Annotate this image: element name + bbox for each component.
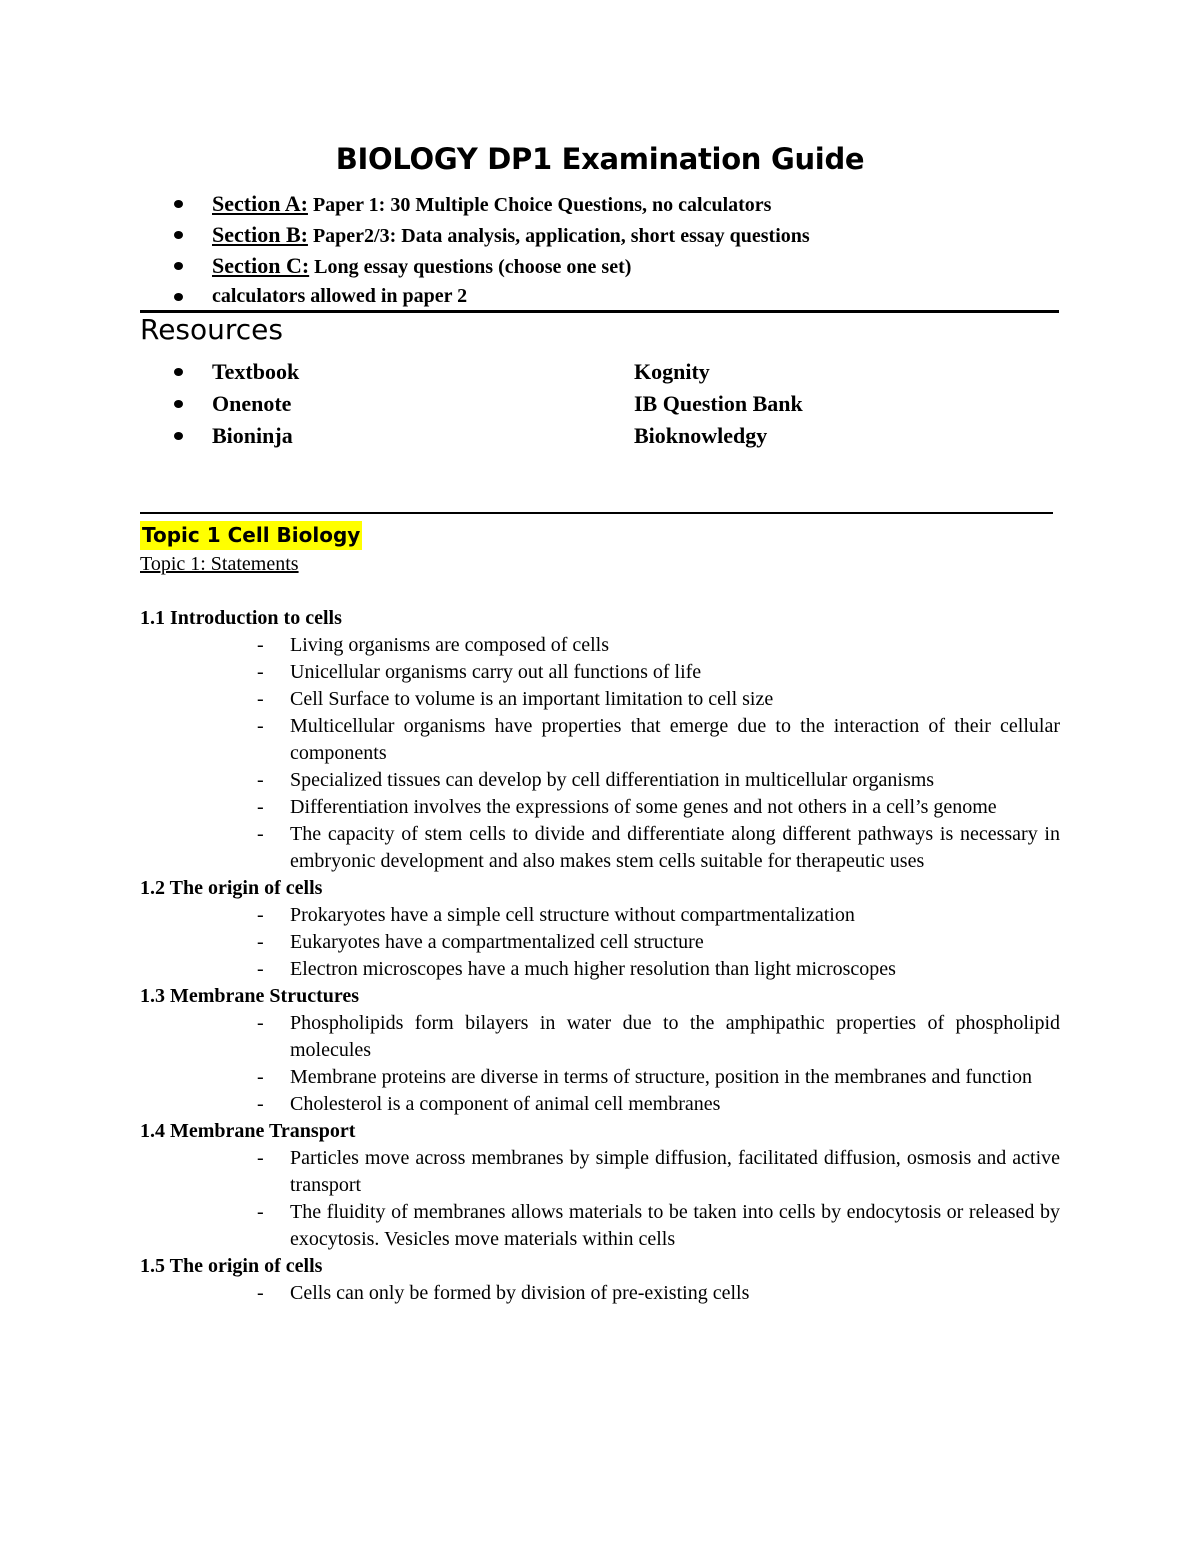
dash-bullet-icon: - bbox=[257, 1201, 264, 1223]
statement-item bbox=[140, 1280, 1060, 1307]
statement-text: Differentiation involves the expressions of some genes and not others in a cell’s genome bbox=[290, 796, 997, 818]
subtopic-title: 1.3 Membrane Structures bbox=[140, 985, 360, 1007]
statement-item bbox=[140, 659, 1060, 686]
resource-item: Onenote bbox=[212, 391, 292, 416]
section-item-calculators bbox=[172, 281, 1072, 312]
statement-item bbox=[140, 929, 1060, 956]
topic-divider bbox=[140, 512, 1053, 514]
statement-list bbox=[140, 902, 1060, 983]
statement-item bbox=[140, 632, 1060, 659]
statement-item bbox=[140, 902, 1060, 929]
bullet-icon bbox=[174, 432, 183, 440]
statement-list bbox=[140, 1145, 1060, 1253]
resource-item: Bioninja bbox=[212, 423, 293, 448]
resource-row bbox=[172, 388, 1072, 420]
resources-heading: Resources bbox=[140, 313, 283, 346]
statement-text: Phospholipids form bilayers in water due to the amphipathic properties of phospholipid molecules bbox=[290, 1012, 1060, 1061]
statement-text: Unicellular organisms carry out all functions of life bbox=[290, 661, 702, 683]
dash-bullet-icon: - bbox=[257, 823, 264, 845]
subtopic-title: 1.1 Introduction to cells bbox=[140, 607, 342, 629]
section-text: Paper 1: 30 Multiple Choice Questions, no calculators bbox=[312, 194, 772, 216]
dash-bullet-icon: - bbox=[257, 1282, 264, 1304]
section-text: calculators allowed in paper 2 bbox=[212, 285, 468, 307]
statement-list bbox=[140, 1280, 1060, 1307]
bullet-icon bbox=[174, 262, 183, 270]
resources-list bbox=[172, 356, 1072, 452]
subtopic-title: 1.2 The origin of cells bbox=[140, 877, 323, 899]
statement-item bbox=[140, 956, 1060, 983]
statement-item bbox=[140, 1091, 1060, 1118]
statement-text: Prokaryotes have a simple cell structure without compartmentalization bbox=[290, 904, 855, 926]
subtopic-list bbox=[140, 605, 1060, 1307]
resource-item: Bioknowledgy bbox=[634, 423, 768, 448]
statement-text: The capacity of stem cells to divide and differentiate along different pathways is necessary in embryonic development and also makes stem cells suitable for therapeutic uses bbox=[290, 823, 1060, 872]
dash-bullet-icon: - bbox=[257, 1012, 264, 1034]
bullet-icon bbox=[174, 368, 183, 376]
statement-item bbox=[140, 686, 1060, 713]
bullet-icon bbox=[174, 231, 183, 239]
resource-item: Textbook bbox=[212, 359, 300, 384]
statement-text: Specialized tissues can develop by cell differentiation in multicellular organisms bbox=[290, 769, 935, 791]
section-label: Section A: bbox=[212, 191, 308, 216]
statement-item bbox=[140, 821, 1060, 875]
resource-item: Kognity bbox=[634, 359, 710, 384]
section-label: Section B: bbox=[212, 222, 308, 247]
document-title: BIOLOGY DP1 Examination Guide bbox=[335, 142, 865, 176]
statement-item bbox=[140, 1064, 1060, 1091]
statement-item bbox=[140, 1199, 1060, 1253]
section-item-c bbox=[172, 250, 1072, 281]
dash-bullet-icon: - bbox=[257, 931, 264, 953]
statement-text: Cells can only be formed by division of pre-existing cells bbox=[290, 1282, 750, 1304]
dash-bullet-icon: - bbox=[257, 769, 264, 791]
dash-bullet-icon: - bbox=[257, 1147, 264, 1169]
dash-bullet-icon: - bbox=[257, 715, 264, 737]
topic-heading: Topic 1 Cell Biology bbox=[140, 521, 362, 550]
statement-text: Membrane proteins are diverse in terms of structure, position in the membranes and function bbox=[290, 1066, 1033, 1088]
dash-bullet-icon: - bbox=[257, 904, 264, 926]
statement-list bbox=[140, 1010, 1060, 1118]
section-label: Section C: bbox=[212, 253, 310, 278]
section-list bbox=[172, 188, 1072, 312]
resource-row bbox=[172, 420, 1072, 452]
dash-bullet-icon: - bbox=[257, 688, 264, 710]
statement-item bbox=[140, 794, 1060, 821]
statement-text: Living organisms are composed of cells bbox=[290, 634, 610, 656]
dash-bullet-icon: - bbox=[257, 634, 264, 656]
statement-text: Cell Surface to volume is an important limitation to cell size bbox=[290, 688, 774, 710]
topic-subheading: Topic 1: Statements bbox=[140, 553, 299, 575]
bullet-icon bbox=[174, 400, 183, 408]
subtopic-title: 1.5 The origin of cells bbox=[140, 1255, 323, 1277]
statement-item bbox=[140, 713, 1060, 767]
statement-text: Electron microscopes have a much higher resolution than light microscopes bbox=[290, 958, 896, 980]
dash-bullet-icon: - bbox=[257, 796, 264, 818]
statement-item bbox=[140, 1010, 1060, 1064]
dash-bullet-icon: - bbox=[257, 661, 264, 683]
statement-text: Multicellular organisms have properties that emerge due to the interaction of their cellular components bbox=[290, 715, 1060, 764]
subtopic-title: 1.4 Membrane Transport bbox=[140, 1120, 356, 1142]
statement-text: Particles move across membranes by simple diffusion, facilitated diffusion, osmosis and active transport bbox=[290, 1147, 1060, 1196]
dash-bullet-icon: - bbox=[257, 1066, 264, 1088]
section-item-a bbox=[172, 188, 1072, 219]
statement-item bbox=[140, 1145, 1060, 1199]
dash-bullet-icon: - bbox=[257, 958, 264, 980]
statement-item bbox=[140, 767, 1060, 794]
bullet-icon bbox=[174, 200, 183, 208]
section-text: Paper2/3: Data analysis, application, short essay questions bbox=[312, 225, 810, 247]
dash-bullet-icon: - bbox=[257, 1093, 264, 1115]
section-item-b bbox=[172, 219, 1072, 250]
bullet-icon bbox=[174, 293, 183, 301]
statement-text: The fluidity of membranes allows materials to be taken into cells by endocytosis or released by exocytosis. Vesicles move materials within cells bbox=[290, 1201, 1060, 1250]
resource-item: IB Question Bank bbox=[634, 391, 803, 416]
statement-text: Cholesterol is a component of animal cell membranes bbox=[290, 1093, 721, 1115]
statement-list bbox=[140, 632, 1060, 875]
resource-row bbox=[172, 356, 1072, 388]
statement-text: Eukaryotes have a compartmentalized cell structure bbox=[290, 931, 704, 953]
section-text: Long essay questions (choose one set) bbox=[314, 256, 632, 278]
